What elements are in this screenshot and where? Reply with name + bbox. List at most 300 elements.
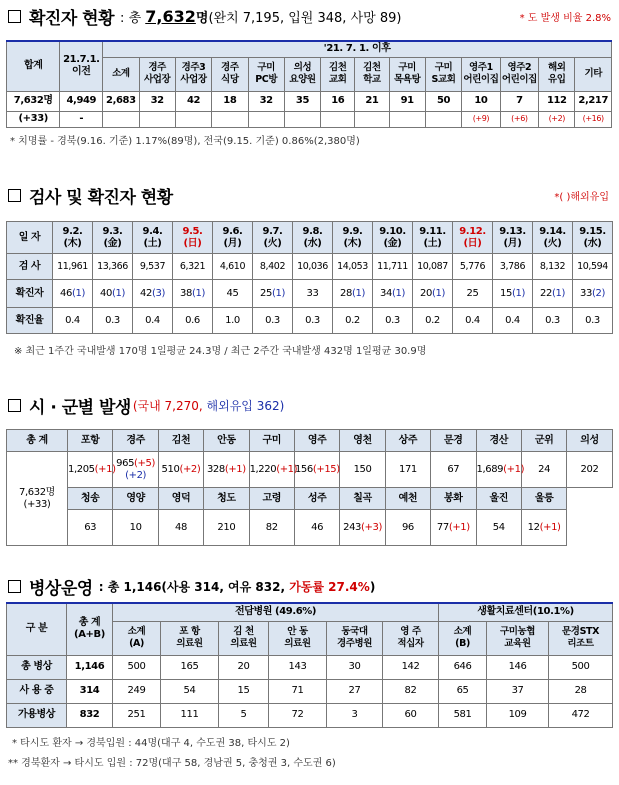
section-city-county xyxy=(0,393,619,546)
row-value: 251 xyxy=(113,703,161,727)
date-day: 9.3. xyxy=(102,225,123,237)
utilization-rate: 가동률 27.4% xyxy=(289,579,370,594)
region-name: 성주 xyxy=(294,488,339,510)
tests-value: 11,711 xyxy=(373,254,413,280)
region-name: 영덕 xyxy=(158,488,203,510)
rate-value: 0.6 xyxy=(173,308,213,334)
region-count: 243 xyxy=(343,521,361,533)
tests-value: 9,537 xyxy=(133,254,173,280)
region-name: 영양 xyxy=(113,488,158,510)
region-count: 171 xyxy=(398,463,417,475)
date-cell xyxy=(293,222,333,254)
rate-value: 1.0 xyxy=(213,308,253,334)
date-day: 9.8. xyxy=(302,225,323,237)
region-value xyxy=(521,452,566,488)
row-label: 사 용 중 xyxy=(7,679,67,703)
region-value xyxy=(249,452,298,488)
total-detail: (완치 7,195, 입원 348, 사망 89) xyxy=(208,10,402,26)
section-header xyxy=(0,183,619,207)
cases-value: 20 xyxy=(420,287,432,299)
category-value: 42 xyxy=(175,91,211,111)
cases-value: 33 xyxy=(306,287,319,299)
head-total: 총 계 (A+B) xyxy=(67,603,113,655)
rate-value: 0.4 xyxy=(133,308,173,334)
cases-cell xyxy=(493,280,533,308)
head-centers: 생활치료센터(10.1%) xyxy=(439,603,613,621)
head-since: '21. 7. 1. 이후 xyxy=(103,41,612,57)
cases-overseas: (1) xyxy=(551,287,565,299)
col-header: 영주2 어린이집 xyxy=(500,57,538,91)
category-value: 16 xyxy=(321,91,355,111)
region-count: 12 xyxy=(527,521,540,533)
col-header: 김천 학교 xyxy=(355,57,389,91)
category-value: 7 xyxy=(500,91,538,111)
table-row xyxy=(7,655,613,679)
date-cell xyxy=(213,222,253,254)
region-table xyxy=(6,429,613,546)
category-delta: (+2) xyxy=(539,111,575,127)
confirmed-table xyxy=(6,40,612,128)
paren-close: ) xyxy=(369,579,376,594)
region-name: 울릉 xyxy=(521,488,566,510)
row-value: 27 xyxy=(327,679,383,703)
region-name: 봉화 xyxy=(431,488,476,510)
region-count: 202 xyxy=(580,463,599,475)
region-count: 210 xyxy=(217,521,236,533)
region-delta: (+1) xyxy=(276,463,298,475)
total-value: 7,632명 xyxy=(7,91,60,111)
row-value: 146 xyxy=(487,655,549,679)
row-value: 71 xyxy=(269,679,327,703)
region-delta: (+15) xyxy=(312,463,340,475)
region-name: 울진 xyxy=(476,488,521,510)
region-count: 10 xyxy=(129,521,142,533)
checkbox-icon xyxy=(8,399,21,412)
cases-cell xyxy=(373,280,413,308)
category-value: 32 xyxy=(248,91,284,111)
region-value xyxy=(476,510,521,546)
row-value: 165 xyxy=(161,655,219,679)
total-delta: (+33) xyxy=(23,498,51,510)
region-count: 510 xyxy=(161,463,180,475)
region-value xyxy=(113,452,158,488)
category-value: 2,217 xyxy=(575,91,612,111)
date-weekday: (日) xyxy=(463,237,482,249)
section-confirmed-status xyxy=(0,4,619,147)
region-count: 1,689 xyxy=(476,463,504,475)
category-value: 32 xyxy=(139,91,175,111)
cases-cell xyxy=(173,280,213,308)
category-delta xyxy=(284,111,320,127)
colon: : xyxy=(98,579,104,594)
rate-value: 0.3 xyxy=(373,308,413,334)
rate-value: 0.3 xyxy=(533,308,573,334)
col-header: 소계 xyxy=(103,57,139,91)
cases-value: 38 xyxy=(180,287,192,299)
checkbox-icon xyxy=(8,189,21,202)
rate-value: 0.4 xyxy=(493,308,533,334)
head-before: 21.7.1. 이전 xyxy=(60,41,103,91)
col-header: 소계 (A) xyxy=(113,621,161,655)
cases-overseas: (1) xyxy=(111,287,125,299)
row-value: 15 xyxy=(219,679,269,703)
row-total: 832 xyxy=(67,703,113,727)
tests-value: 3,786 xyxy=(493,254,533,280)
note-outbound: ** 경북환자 → 타시도 입원 : 72명(대구 58, 경남권 5, 충청권 3, 수도권 6) xyxy=(8,757,336,769)
beds-table xyxy=(6,602,613,728)
col-header: 구미 목욕탕 xyxy=(389,57,425,91)
row-value: 142 xyxy=(383,655,439,679)
col-header: 문경STX 리조트 xyxy=(549,621,613,655)
region-value xyxy=(431,452,476,488)
overseas-note: *( )해외유입 xyxy=(554,191,609,203)
category-delta xyxy=(425,111,461,127)
category-value: 21 xyxy=(355,91,389,111)
category-value: 112 xyxy=(539,91,575,111)
region-name: 예천 xyxy=(385,488,430,510)
region-value xyxy=(294,510,339,546)
region-value xyxy=(385,452,430,488)
cases-value: 46 xyxy=(60,287,72,299)
row-value: 82 xyxy=(383,679,439,703)
row-value: 472 xyxy=(549,703,613,727)
rate-value: 0.3 xyxy=(253,308,293,334)
section-beds xyxy=(0,574,619,769)
region-count: 67 xyxy=(447,463,460,475)
cases-value: 34 xyxy=(380,287,392,299)
row-value: 20 xyxy=(219,655,269,679)
date-cell xyxy=(53,222,93,254)
cases-overseas: (1) xyxy=(191,287,205,299)
section-title: 검사 및 확진자 현황 xyxy=(29,187,173,208)
date-weekday: (水) xyxy=(583,237,602,249)
cases-cell xyxy=(213,280,253,308)
cases-cell xyxy=(413,280,453,308)
head-total: 합계 xyxy=(7,41,60,91)
cases-overseas: (1) xyxy=(351,287,365,299)
date-weekday: (土) xyxy=(143,237,162,249)
region-count: 96 xyxy=(401,521,414,533)
head-division: 구 분 xyxy=(7,603,67,655)
col-header: 김천 교회 xyxy=(321,57,355,91)
col-header: 영 주 적십자 xyxy=(383,621,439,655)
region-delta: (+1) xyxy=(448,521,470,533)
col-header: 경주 사업장 xyxy=(139,57,175,91)
region-value xyxy=(340,510,385,546)
rate-value: 0.2 xyxy=(413,308,453,334)
region-delta: (+5) xyxy=(134,457,155,469)
cases-cell xyxy=(533,280,573,308)
cases-cell xyxy=(253,280,293,308)
cases-value: 25 xyxy=(466,287,479,299)
col-header: 구미 PC방 xyxy=(248,57,284,91)
region-name: 포항 xyxy=(68,430,113,452)
date-weekday: (月) xyxy=(223,237,242,249)
category-value: 18 xyxy=(212,91,248,111)
total-unit: 명 xyxy=(195,10,209,26)
category-delta xyxy=(212,111,248,127)
category-delta xyxy=(103,111,139,127)
region-count: 156 xyxy=(294,463,313,475)
tests-value: 10,036 xyxy=(293,254,333,280)
rate-value: 0.3 xyxy=(93,308,133,334)
section-header xyxy=(0,574,619,598)
tests-value: 4,610 xyxy=(213,254,253,280)
overseas-count: 해외유입 362 xyxy=(206,398,280,413)
region-value xyxy=(476,452,525,488)
tests-table xyxy=(6,221,613,334)
region-name: 김천 xyxy=(158,430,203,452)
date-weekday: (金) xyxy=(383,237,402,249)
category-delta xyxy=(321,111,355,127)
date-day: 9.4. xyxy=(142,225,163,237)
row-label-rate: 확진율 xyxy=(7,308,53,334)
cases-value: 15 xyxy=(500,287,512,299)
cases-overseas: (1) xyxy=(431,287,445,299)
tests-value: 10,594 xyxy=(573,254,613,280)
tests-value: 13,366 xyxy=(93,254,133,280)
date-cell xyxy=(173,222,213,254)
category-value: 35 xyxy=(284,91,320,111)
date-cell xyxy=(373,222,413,254)
category-delta xyxy=(139,111,175,127)
row-label-tests: 검 사 xyxy=(7,254,53,280)
tests-value: 10,087 xyxy=(413,254,453,280)
date-cell xyxy=(493,222,533,254)
col-header: 안 동 의료원 xyxy=(269,621,327,655)
region-delta: (+1) xyxy=(503,463,525,475)
category-value: 50 xyxy=(425,91,461,111)
total-label: 총 계 xyxy=(7,430,68,452)
region-delta: (+2) xyxy=(179,463,201,475)
beds-summary xyxy=(99,578,376,595)
col-header: 구미농협 교육원 xyxy=(487,621,549,655)
tests-value: 14,053 xyxy=(333,254,373,280)
col-header: 기타 xyxy=(575,57,612,91)
checkbox-icon xyxy=(8,10,21,23)
cases-value: 45 xyxy=(226,287,239,299)
region-name: 군위 xyxy=(521,430,566,452)
region-value xyxy=(340,452,385,488)
region-value xyxy=(249,510,294,546)
col-header: 소계 (B) xyxy=(439,621,487,655)
date-day: 9.5. xyxy=(182,225,203,237)
row-value: 72 xyxy=(269,703,327,727)
date-day: 9.13. xyxy=(499,225,526,237)
region-count: 77 xyxy=(436,521,449,533)
date-day: 9.7. xyxy=(262,225,283,237)
rate-value: 0.3 xyxy=(573,308,613,334)
total-delta: (+33) xyxy=(7,111,60,127)
ratio-note: * 도 발생 비율 2.8% xyxy=(519,12,611,24)
category-value: 10 xyxy=(462,91,500,111)
row-value: 143 xyxy=(269,655,327,679)
section-header xyxy=(0,4,619,28)
cases-overseas: (1) xyxy=(71,287,85,299)
col-header: 경주3 사업장 xyxy=(175,57,211,91)
region-count: 82 xyxy=(265,521,278,533)
rate-value: 0.2 xyxy=(333,308,373,334)
row-value: 65 xyxy=(439,679,487,703)
region-value xyxy=(204,452,249,488)
region-name: 고령 xyxy=(249,488,294,510)
region-count: 46 xyxy=(311,521,324,533)
date-weekday: (火) xyxy=(543,237,562,249)
row-value: 500 xyxy=(113,655,161,679)
tests-value: 11,961 xyxy=(53,254,93,280)
category-delta xyxy=(355,111,389,127)
date-day: 9.6. xyxy=(222,225,243,237)
before-delta: - xyxy=(60,111,103,127)
cases-cell xyxy=(453,280,493,308)
tests-value: 6,321 xyxy=(173,254,213,280)
row-label: 총 병상 xyxy=(7,655,67,679)
rate-value: 0.4 xyxy=(453,308,493,334)
total-value: 7,632 xyxy=(145,6,196,26)
date-cell xyxy=(533,222,573,254)
section-title: 시 · 군별 발생 xyxy=(29,397,131,418)
tests-value: 8,132 xyxy=(533,254,573,280)
date-cell xyxy=(573,222,613,254)
date-day: 9.10. xyxy=(379,225,406,237)
row-total: 314 xyxy=(67,679,113,703)
region-name: 문경 xyxy=(431,430,476,452)
cases-overseas: (1) xyxy=(511,287,525,299)
row-label: 가용병상 xyxy=(7,703,67,727)
cases-value: 22 xyxy=(540,287,552,299)
region-name: 영천 xyxy=(340,430,385,452)
row-value: 37 xyxy=(487,679,549,703)
tests-footnote: ※ 최근 1주간 국내발생 170명 1일평균 24.3명 / 최근 2주간 국내발생 432명 1일평균 30.9명 xyxy=(14,346,427,357)
region-value xyxy=(113,510,158,546)
region-count: 965 xyxy=(116,457,135,469)
region-count: 328 xyxy=(206,463,225,475)
row-value: 581 xyxy=(439,703,487,727)
col-header: 영주1 어린이집 xyxy=(462,57,500,91)
cases-value: 33 xyxy=(580,287,592,299)
total-value: 7,632명 xyxy=(19,486,55,498)
region-name: 상주 xyxy=(385,430,430,452)
row-value: 60 xyxy=(383,703,439,727)
section-title: 병상운영 xyxy=(29,578,93,599)
region-name: 청송 xyxy=(68,488,113,510)
date-cell xyxy=(413,222,453,254)
cases-cell xyxy=(93,280,133,308)
region-count: 150 xyxy=(353,463,372,475)
col-header: 구미 S교회 xyxy=(425,57,461,91)
date-day: 9.2. xyxy=(62,225,83,237)
row-value: 30 xyxy=(327,655,383,679)
row-label-date: 일 자 xyxy=(7,222,53,254)
region-count: 1,205 xyxy=(68,463,95,475)
category-delta: (+6) xyxy=(500,111,538,127)
region-summary xyxy=(133,397,284,414)
col-header: 포 항 의료원 xyxy=(161,621,219,655)
colon: : xyxy=(120,10,125,26)
total-summary xyxy=(120,7,401,26)
tests-value: 8,402 xyxy=(253,254,293,280)
total-cell xyxy=(7,452,68,546)
region-count: 1,220 xyxy=(249,463,277,475)
date-cell xyxy=(453,222,493,254)
paren-close: ) xyxy=(279,398,285,413)
date-weekday: (日) xyxy=(183,237,202,249)
date-cell xyxy=(133,222,173,254)
beds-summary-main: 총 1,146(사용 314, 여유 832, xyxy=(107,579,286,594)
cases-overseas: (1) xyxy=(271,287,285,299)
date-cell xyxy=(333,222,373,254)
cases-cell xyxy=(573,280,613,308)
category-delta: (+16) xyxy=(575,111,612,127)
region-value xyxy=(521,510,566,546)
row-value: 54 xyxy=(161,679,219,703)
date-weekday: (土) xyxy=(423,237,442,249)
total-prefix: 총 xyxy=(128,10,142,26)
row-value: 109 xyxy=(487,703,549,727)
cases-overseas: (3) xyxy=(151,287,165,299)
col-header: 동국대 경주병원 xyxy=(327,621,383,655)
cases-value: 40 xyxy=(100,287,112,299)
cases-value: 28 xyxy=(340,287,352,299)
cases-cell xyxy=(293,280,333,308)
date-cell xyxy=(253,222,293,254)
region-value xyxy=(68,452,116,488)
row-value: 500 xyxy=(549,655,613,679)
date-day: 9.14. xyxy=(539,225,566,237)
region-value xyxy=(204,510,249,546)
date-weekday: (月) xyxy=(503,237,522,249)
date-day: 9.11. xyxy=(419,225,446,237)
region-name: 안동 xyxy=(204,430,249,452)
region-delta-overseas: (+2) xyxy=(125,469,147,481)
col-header: 김 천 의료원 xyxy=(219,621,269,655)
row-value: 249 xyxy=(113,679,161,703)
row-value: 5 xyxy=(219,703,269,727)
empty-cell xyxy=(567,510,612,546)
row-value: 3 xyxy=(327,703,383,727)
date-day: 9.9. xyxy=(342,225,363,237)
domestic-count: 국내 7,270, xyxy=(137,398,203,413)
region-count: 63 xyxy=(84,521,97,533)
category-delta: (+9) xyxy=(462,111,500,127)
date-weekday: (水) xyxy=(303,237,322,249)
col-header: 경주 식당 xyxy=(212,57,248,91)
col-header: 의성 요양원 xyxy=(284,57,320,91)
rate-value: 0.3 xyxy=(293,308,333,334)
date-weekday: (火) xyxy=(263,237,282,249)
region-delta: (+1) xyxy=(94,463,116,475)
checkbox-icon xyxy=(8,580,21,593)
region-name: 영주 xyxy=(294,430,339,452)
cases-overseas: (2) xyxy=(591,287,605,299)
region-count: 48 xyxy=(175,521,187,533)
fatality-note: * 치명률 - 경북(9.16. 기준) 1.17%(89명), 전국(9.15. 기준) 0.86%(2,380명) xyxy=(10,135,360,147)
category-value: 91 xyxy=(389,91,425,111)
region-value xyxy=(567,452,612,488)
row-label-cases: 확진자 xyxy=(7,280,53,308)
cases-cell xyxy=(53,280,93,308)
date-day: 9.15. xyxy=(579,225,606,237)
region-value xyxy=(158,510,203,546)
date-weekday: (木) xyxy=(63,237,82,249)
cases-cell xyxy=(333,280,373,308)
region-name: 칠곡 xyxy=(340,488,385,510)
region-name: 경산 xyxy=(476,430,521,452)
row-value: 646 xyxy=(439,655,487,679)
empty-cell xyxy=(567,488,612,510)
date-weekday: (木) xyxy=(343,237,362,249)
paren-open: ( xyxy=(132,398,138,413)
